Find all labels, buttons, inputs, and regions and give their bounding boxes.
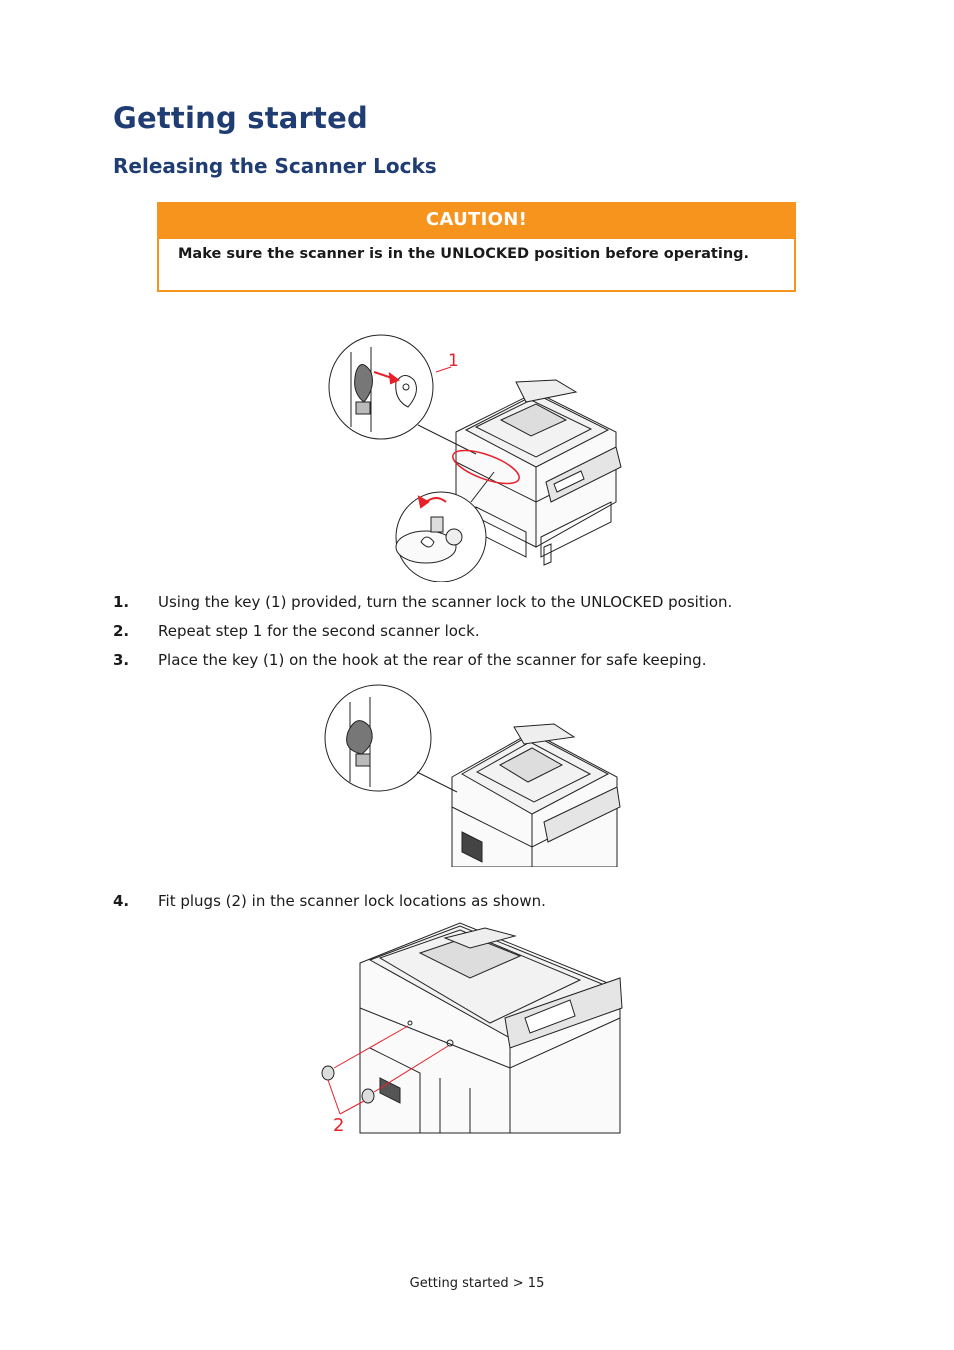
step-text: Fit plugs (2) in the scanner lock locations as shown. <box>158 892 546 910</box>
step-number: 2. <box>113 622 130 640</box>
figure-key-storage <box>322 682 622 867</box>
caution-text: Make sure the scanner is in the UNLOCKED position before operating. <box>178 246 750 262</box>
step-number: 1. <box>113 593 130 611</box>
caution-title: CAUTION! <box>159 204 794 239</box>
callout-number-1: 1 <box>448 351 459 371</box>
step-number: 3. <box>113 651 130 669</box>
figure-unlock-key <box>326 332 626 582</box>
step-text: Using the key (1) provided, turn the scanner lock to the UNLOCKED position. <box>158 593 733 611</box>
step-number: 4. <box>113 892 130 910</box>
page-title: Getting started <box>113 101 368 135</box>
caution-box <box>157 202 796 292</box>
callout-number-2: 2 <box>333 1115 345 1136</box>
page-footer: Getting started > 15 <box>409 1276 545 1291</box>
step-text: Place the key (1) on the hook at the rear of the scanner for safe keeping. <box>158 651 707 669</box>
step-text: Repeat step 1 for the second scanner lock. <box>158 622 480 640</box>
figure-fit-plugs <box>320 918 625 1136</box>
section-title: Releasing the Scanner Locks <box>113 154 437 178</box>
